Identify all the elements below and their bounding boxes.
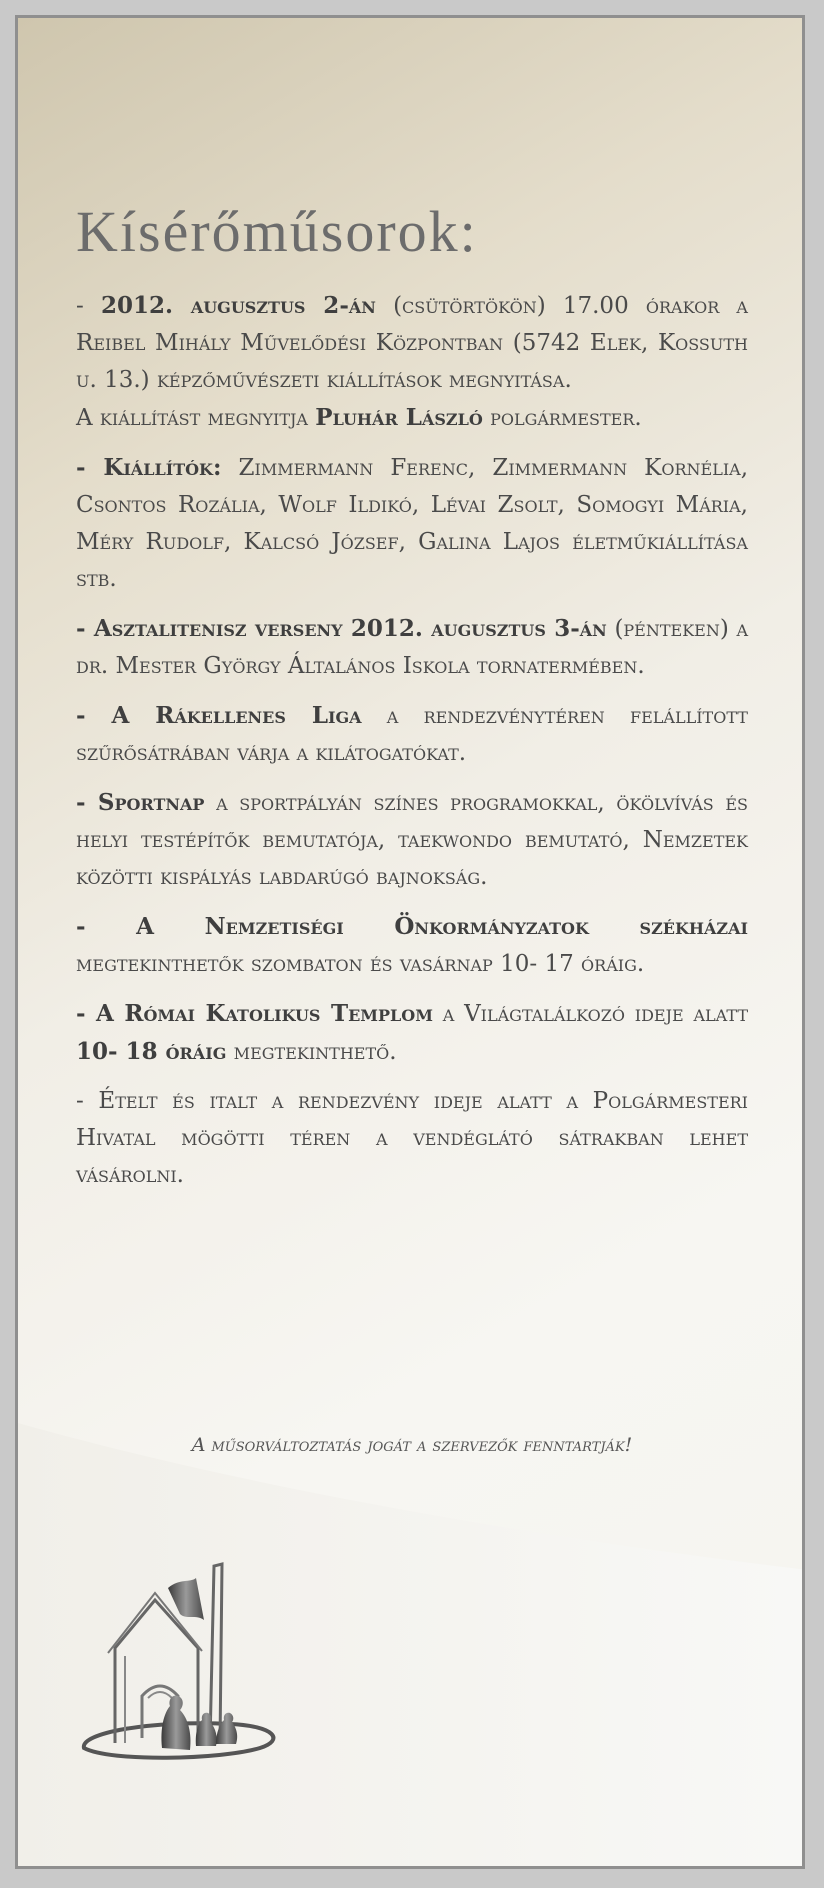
list-item: - Ételt és italt a rendezvény ideje alatt a Polgármesteri Hivatal mögötti téren a vendéglátó sátrakban lehet vásárolni.	[76, 1088, 748, 1188]
list-item: - A Római Katolikus Templom a Világtalálkozó ideje alatt 10- 18 óráig megtekinthető.	[76, 1000, 748, 1065]
disclaimer-note: A műsorváltoztatás jogát a szervezők fenntartják!	[191, 1434, 633, 1456]
list-item: - Asztalitenisz verseny 2012. augusztus 3-án (pénteken) a dr. Mester György Általános Iskola tornatermében.	[76, 615, 748, 679]
flyer-page	[15, 15, 805, 1869]
list-item: - Sportnap a sportpályán színes programokkal, ökölvívás és helyi testépítők bemutatója, taekwondo bemutató, Nemzetek közötti kispályás labdarúgó bajnokság.	[76, 789, 748, 890]
town-building-with-figures-icon	[70, 1548, 290, 1778]
list-item: - A Nemzetiségi Önkormányzatok székházai megtekinthetők szombaton és vasárnap 10- 17 óráig.	[76, 913, 748, 977]
list-item: - Kiállítók: Zimmermann Ferenc, Zimmermann Kornélia, Csontos Rozália, Wolf Ildikó, Lévai Zsolt, Somogyi Mária, Méry Rudolf, Kalcsó József, Galina Lajos életműkiállítása stb.	[76, 454, 749, 592]
page-title: Kísérőműsorok:	[76, 199, 478, 264]
list-item: - 2012. augusztus 2-án (csütörtökön) 17.00 órakor a Reibel Mihály Művelődési Központban (5742 Elek, Kossuth u. 13.) képzőművészeti kiállítások megnyitása. A kiállítást megnyitja Pluhár László polgármester.	[76, 292, 748, 431]
program-list	[76, 198, 748, 1206]
list-item: - A Rákellenes Liga a rendezvénytéren felállított szűrősátrában várja a kilátogatókat.	[76, 702, 748, 766]
